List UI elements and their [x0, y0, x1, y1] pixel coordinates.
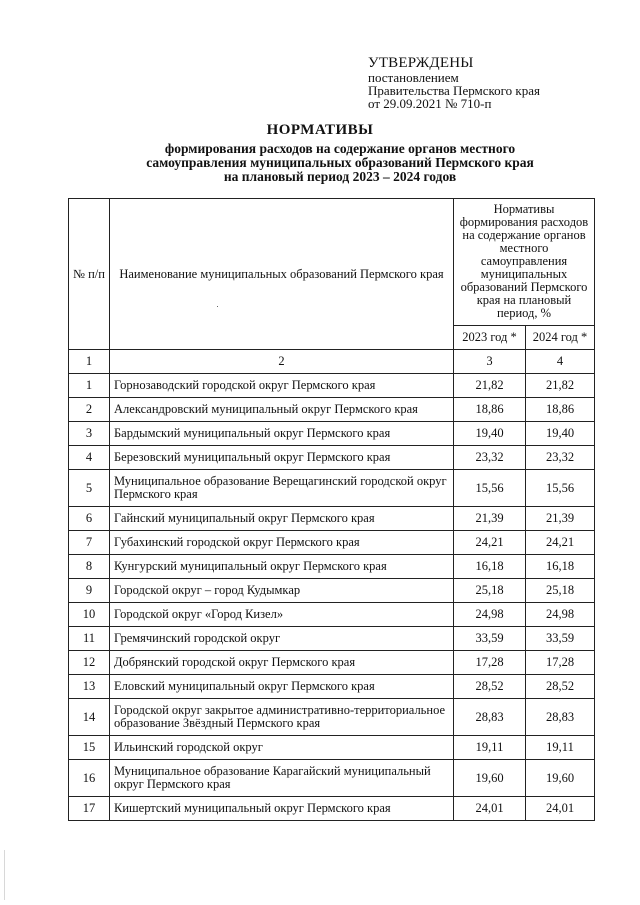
row-name: Кунгурский муниципальный округ Пермского края [110, 555, 454, 579]
row-number: 16 [69, 760, 110, 797]
row-number: 4 [69, 446, 110, 470]
row-number: 17 [69, 797, 110, 821]
table-row [69, 398, 595, 422]
row-name: Городской округ «Город Кизел» [110, 603, 454, 627]
header-num: № п/п [69, 199, 110, 350]
table-row [69, 627, 595, 651]
subtitle-line: самоуправления муниципальных образований Пермского края [146, 155, 534, 170]
row-number: 10 [69, 603, 110, 627]
row-number: 12 [69, 651, 110, 675]
row-value-2023: 16,18 [454, 555, 526, 579]
row-name: Гремячинский городской округ [110, 627, 454, 651]
table-row [69, 422, 595, 446]
row-value-2024: 19,60 [526, 760, 595, 797]
row-value-2023: 24,01 [454, 797, 526, 821]
row-name: Муниципальное образование Верещагинский городской округ Пермского края [110, 470, 454, 507]
header-norm: Нормативы формирования расходов на содержание органов местного самоуправления муниципальных образований Пермского края на плановый период, % [454, 199, 595, 326]
colnum-cell: 3 [454, 350, 526, 374]
row-name: Бардымский муниципальный округ Пермского края [110, 422, 454, 446]
row-name: Добрянский городской округ Пермского края [110, 651, 454, 675]
header-year-2023: 2023 год * [454, 326, 526, 350]
row-number: 3 [69, 422, 110, 446]
approval-date: от 29.09.2021 № 710-п [368, 96, 492, 111]
table-row [69, 555, 595, 579]
row-value-2023: 24,21 [454, 531, 526, 555]
table-row [69, 797, 595, 821]
colnum-cell: 1 [69, 350, 110, 374]
row-value-2023: 17,28 [454, 651, 526, 675]
norms-table [68, 198, 595, 821]
row-name: Городской округ закрытое административно-территориальное образование Звёздный Пермского края [110, 699, 454, 736]
row-value-2024: 24,21 [526, 531, 595, 555]
row-value-2024: 21,39 [526, 507, 595, 531]
document-title: НОРМАТИВЫ [266, 122, 374, 138]
row-value-2023: 19,60 [454, 760, 526, 797]
row-value-2024: 28,83 [526, 699, 595, 736]
row-name: Губахинский городской округ Пермского края [110, 531, 454, 555]
approval-line: постановлением [368, 70, 459, 85]
table-row [69, 603, 595, 627]
row-value-2023: 21,39 [454, 507, 526, 531]
subtitle-line: на плановый период 2023 – 2024 годов [223, 169, 457, 184]
colnum-cell: 4 [526, 350, 595, 374]
row-value-2024: 24,01 [526, 797, 595, 821]
approval-line: Правительства Пермского края [368, 83, 540, 98]
row-name: Кишертский муниципальный округ Пермского края [110, 797, 454, 821]
document-subtitle [100, 142, 580, 184]
row-value-2024: 15,56 [526, 470, 595, 507]
row-value-2023: 18,86 [454, 398, 526, 422]
row-value-2024: 28,52 [526, 675, 595, 699]
row-value-2024: 19,40 [526, 422, 595, 446]
row-value-2023: 15,56 [454, 470, 526, 507]
table-row [69, 507, 595, 531]
row-name: Городской округ – город Кудымкар [110, 579, 454, 603]
row-name: Александровский муниципальный округ Пермского края [110, 398, 454, 422]
scan-edge-line [4, 850, 5, 900]
table-row [69, 699, 595, 736]
row-value-2023: 21,82 [454, 374, 526, 398]
row-number: 7 [69, 531, 110, 555]
column-number-row [69, 350, 595, 374]
header-year-2024: 2024 год * [526, 326, 595, 350]
row-value-2024: 18,86 [526, 398, 595, 422]
table-row [69, 675, 595, 699]
table-row [69, 374, 595, 398]
row-value-2023: 25,18 [454, 579, 526, 603]
row-name: Ильинский городской округ [110, 736, 454, 760]
table-row [69, 736, 595, 760]
row-name: Гайнский муниципальный округ Пермского края [110, 507, 454, 531]
row-value-2023: 19,40 [454, 422, 526, 446]
row-name: Березовский муниципальный округ Пермского края [110, 446, 454, 470]
row-value-2024: 25,18 [526, 579, 595, 603]
row-value-2023: 28,83 [454, 699, 526, 736]
row-value-2023: 19,11 [454, 736, 526, 760]
row-value-2023: 33,59 [454, 627, 526, 651]
colnum-cell: 2 [110, 350, 454, 374]
row-number: 11 [69, 627, 110, 651]
row-value-2024: 16,18 [526, 555, 595, 579]
row-value-2023: 28,52 [454, 675, 526, 699]
row-value-2024: 21,82 [526, 374, 595, 398]
row-value-2023: 24,98 [454, 603, 526, 627]
table-row [69, 446, 595, 470]
scan-speck [217, 306, 218, 307]
header-name: Наименование муниципальных образований Пермского края [110, 199, 454, 350]
row-value-2024: 33,59 [526, 627, 595, 651]
row-number: 13 [69, 675, 110, 699]
row-number: 5 [69, 470, 110, 507]
row-number: 14 [69, 699, 110, 736]
row-value-2024: 23,32 [526, 446, 595, 470]
row-number: 2 [69, 398, 110, 422]
table-row [69, 760, 595, 797]
subtitle-line: формирования расходов на содержание органов местного [164, 141, 516, 156]
approval-heading: УТВЕРЖДЕНЫ [368, 55, 474, 71]
row-name: Муниципальное образование Карагайский муниципальный округ Пермского края [110, 760, 454, 797]
row-name: Еловский муниципальный округ Пермского края [110, 675, 454, 699]
table-row [69, 579, 595, 603]
table-row [69, 531, 595, 555]
row-value-2024: 19,11 [526, 736, 595, 760]
row-number: 6 [69, 507, 110, 531]
row-value-2024: 17,28 [526, 651, 595, 675]
table-row [69, 651, 595, 675]
row-number: 15 [69, 736, 110, 760]
row-name: Горнозаводский городской округ Пермского края [110, 374, 454, 398]
approval-block [368, 55, 540, 110]
row-number: 8 [69, 555, 110, 579]
row-number: 9 [69, 579, 110, 603]
row-value-2023: 23,32 [454, 446, 526, 470]
row-number: 1 [69, 374, 110, 398]
row-value-2024: 24,98 [526, 603, 595, 627]
header-row [69, 199, 595, 326]
table-row [69, 470, 595, 507]
